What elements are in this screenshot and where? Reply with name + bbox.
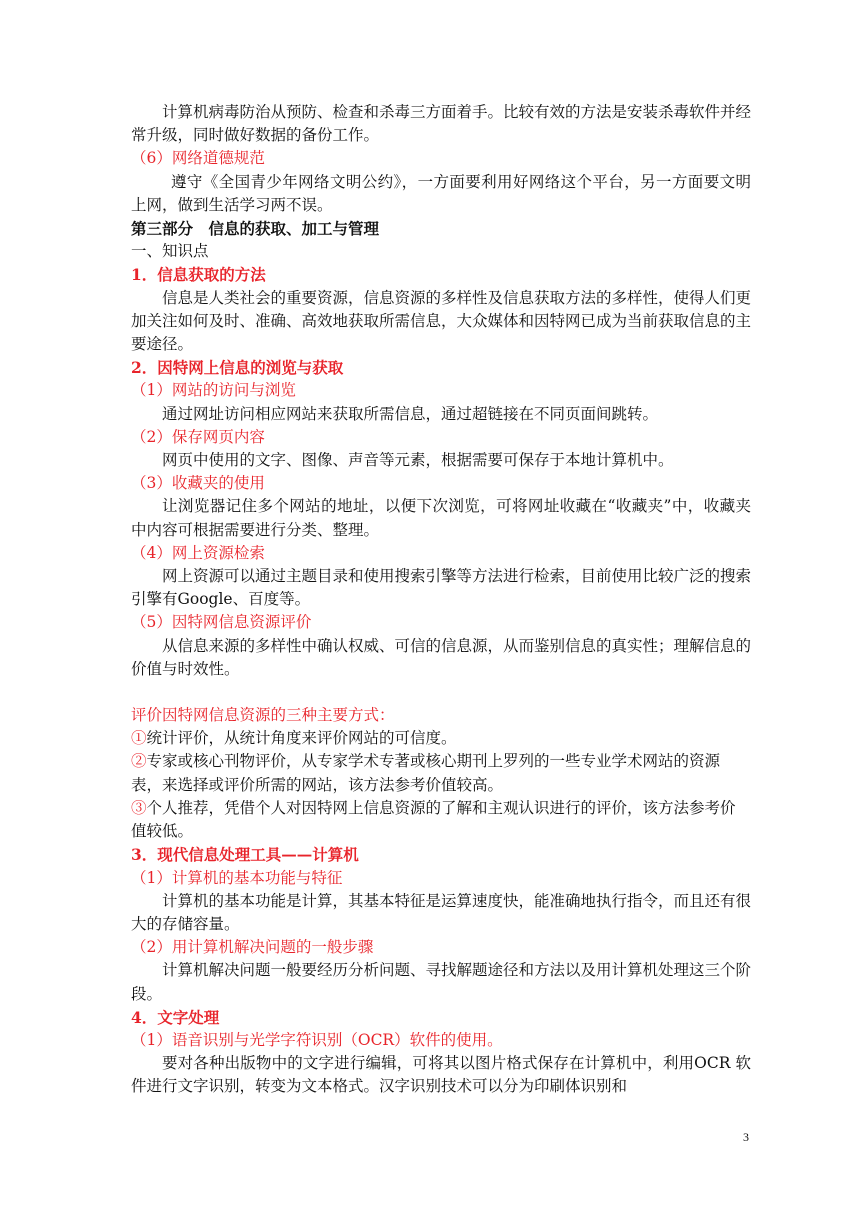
evaluation-item-text: 个人推荐，凭借个人对因特网上信息资源的了解和主观认识进行的评价，该方法参考价值较低。 bbox=[131, 798, 736, 841]
subsection-heading: （2）保存网页内容 bbox=[131, 427, 265, 446]
evaluation-item bbox=[131, 797, 751, 843]
part-3-title: 第三部分 信息的获取、加工与管理 bbox=[131, 219, 380, 239]
virus-prevention-paragraph: 计算机病毒防治从预防、检查和杀毒三方面着手。比较有效的方法是安装杀毒软件并经常升级，同时做好数据的备份工作。 bbox=[131, 103, 752, 145]
subsection-heading: （1）计算机的基本功能与特征 bbox=[131, 868, 343, 887]
subsection-paragraph: 网页中使用的文字、图像、声音等元素，根据需要可保存于本地计算机中。 bbox=[162, 451, 674, 470]
subsection-paragraph: 从信息来源的多样性中确认权威、可信的信息源，从而鉴别信息的真实性；理解信息的价值与时效性。 bbox=[131, 636, 752, 678]
subsection-paragraph: 计算机解决问题一般要经历分析问题、寻找解题途径和方法以及用计算机处理这三个阶段。 bbox=[131, 961, 752, 1003]
section-4-heading: 4．文字处理 bbox=[131, 1007, 220, 1027]
evaluation-methods-heading: 评价因特网信息资源的三种主要方式： bbox=[131, 706, 395, 725]
subsection-heading: （1）语音识别与光学字符识别（OCR）软件的使用。 bbox=[131, 1030, 503, 1049]
circled-number-marker: ① bbox=[131, 729, 147, 748]
section-6-heading: （6）网络道德规范 bbox=[131, 149, 265, 168]
subsection-heading: （1）网站的访问与浏览 bbox=[131, 381, 296, 400]
evaluation-item bbox=[131, 727, 751, 750]
subsection-paragraph: 要对各种出版物中的文字进行编辑，可将其以图片格式保存在计算机中，利用OCR 软件进行文字识别，转变为文本格式。汉字识别技术可以分为印刷体识别和 bbox=[131, 1054, 751, 1096]
subsection-paragraph: 通过网址访问相应网站来获取所需信息，通过超链接在不同页面间跳转。 bbox=[162, 404, 659, 423]
evaluation-item-text: 专家或核心刊物评价，从专家学术专著或核心期刊上罗列的一些专业学术网站的资源表，来选择或评价所需的网站，该方法参考价值较高。 bbox=[131, 752, 721, 794]
subsection-heading: （5）因特网信息资源评价 bbox=[131, 613, 312, 632]
subsection-paragraph: 网上资源可以通过主题目录和使用搜索引擎等方法进行检索，目前使用比较广泛的搜索引擎有Google、百度等。 bbox=[131, 567, 752, 609]
subsection-heading: （3）收藏夹的使用 bbox=[131, 474, 265, 493]
knowledge-points-label: 一、知识点 bbox=[131, 242, 209, 261]
section-2-heading: 2．因特网上信息的浏览与获取 bbox=[131, 358, 344, 378]
subsection-paragraph: 计算机的基本功能是计算，其基本特征是运算速度快，能准确地执行指令，而且还有很大的存储容量。 bbox=[131, 891, 752, 933]
spacer bbox=[131, 681, 751, 704]
section-6-paragraph: 遵守《全国青少年网络文明公约》，一方面要利用好网络这个平台，另一方面要文明上网，做到生活学习两不误。 bbox=[131, 172, 751, 214]
evaluation-item-text: 统计评价，从统计角度来评价网站的可信度。 bbox=[146, 729, 457, 748]
section-1-paragraph: 信息是人类社会的重要资源，信息资源的多样性及信息获取方法的多样性，使得人们更加关注如何及时、准确、高效地获取所需信息，大众媒体和因特网已成为当前获取信息的主要途径。 bbox=[131, 288, 752, 354]
section-1-heading: 1．信息获取的方法 bbox=[131, 265, 266, 285]
subsection-paragraph: 让浏览器记住多个网站的地址，以便下次浏览，可将网址收藏在“收藏夹”中，收藏夹中内容可根据需要进行分类、整理。 bbox=[131, 497, 751, 539]
evaluation-item bbox=[131, 750, 751, 796]
subsection-heading: （2）用计算机解决问题的一般步骤 bbox=[131, 938, 374, 957]
page-content bbox=[131, 101, 751, 1099]
subsection-heading: （4）网上资源检索 bbox=[131, 543, 265, 562]
circled-number-marker: ② bbox=[131, 752, 147, 771]
page-number: 3 bbox=[743, 1130, 749, 1144]
section-3-heading: 3．现代信息处理工具——计算机 bbox=[131, 845, 359, 865]
circled-number-marker: ③ bbox=[131, 798, 147, 817]
